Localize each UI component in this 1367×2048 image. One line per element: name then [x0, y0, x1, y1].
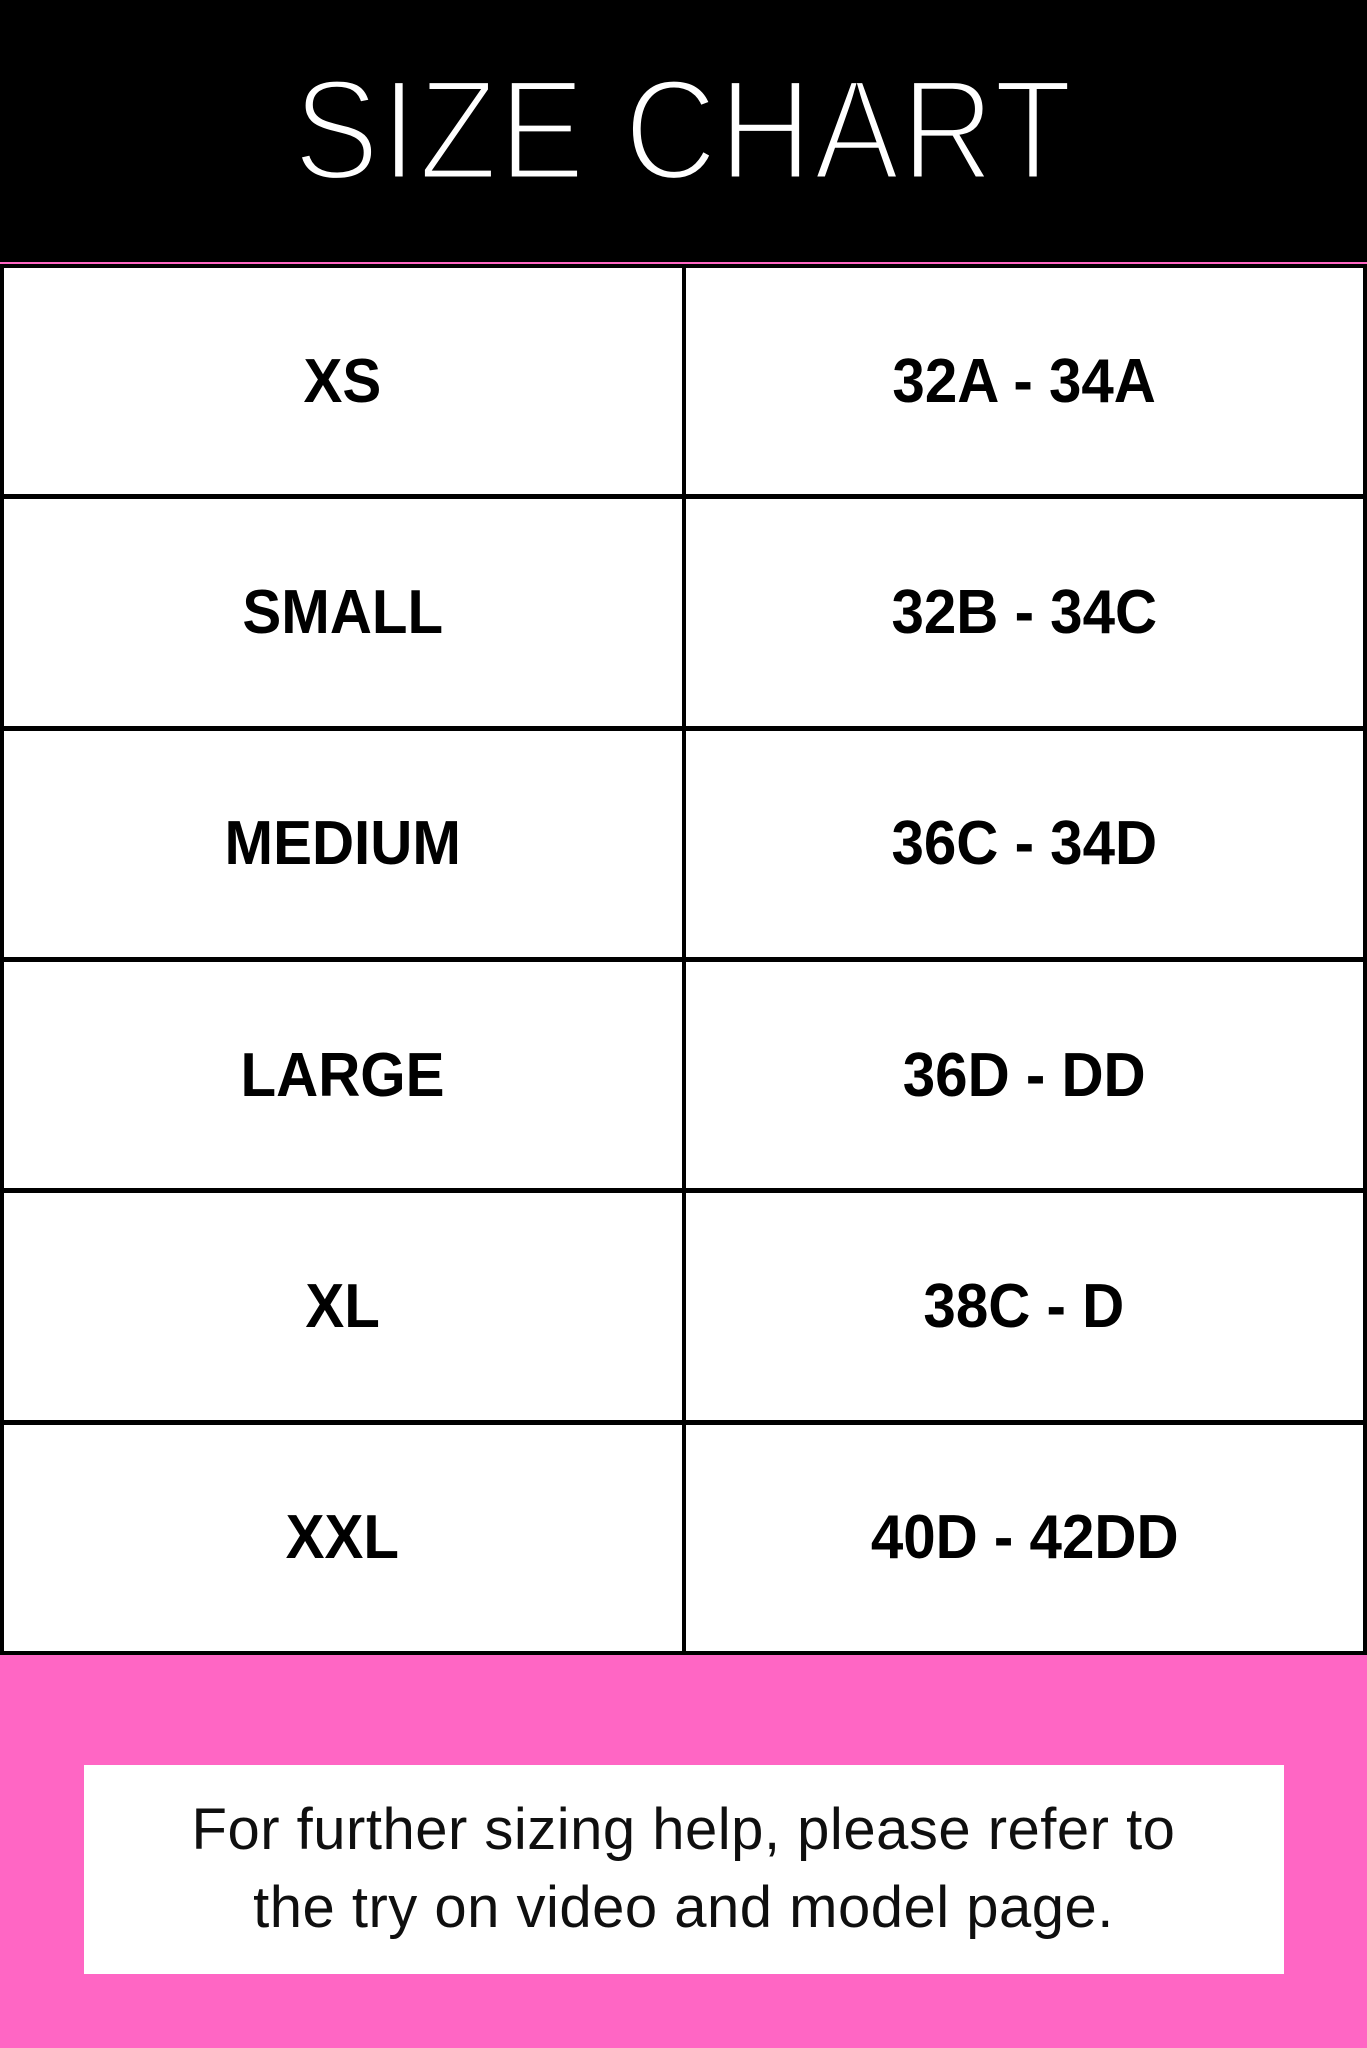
size-cell	[4, 499, 682, 725]
range-cell	[686, 1193, 1364, 1419]
header-band	[0, 0, 1367, 262]
size-label: XXL	[286, 1503, 400, 1573]
range-value: 36D - DD	[902, 1040, 1146, 1110]
size-cell	[4, 268, 682, 494]
size-cell	[4, 962, 682, 1188]
size-label: XS	[303, 346, 382, 416]
footer-band	[0, 1655, 1367, 2048]
range-value: 40D - 42DD	[870, 1503, 1179, 1573]
sizing-note-box	[84, 1765, 1284, 1974]
range-value: 32A - 34A	[892, 346, 1156, 416]
sizing-note-line-1: For further sizing help, please refer to	[191, 1797, 1176, 1862]
range-cell	[686, 499, 1364, 725]
range-cell	[686, 268, 1364, 494]
sizing-note-line-2: the try on video and model page.	[253, 1875, 1114, 1941]
size-label: LARGE	[240, 1040, 445, 1110]
size-label: SMALL	[242, 577, 444, 647]
size-table	[0, 264, 1367, 1655]
range-cell	[686, 962, 1364, 1188]
range-cell	[686, 1425, 1364, 1651]
range-value: 32B - 34C	[891, 577, 1158, 647]
size-label: XL	[305, 1271, 380, 1341]
page-title: SIZE CHART	[293, 51, 1074, 210]
size-label: MEDIUM	[224, 809, 461, 879]
size-cell	[4, 731, 682, 957]
range-cell	[686, 731, 1364, 957]
range-value: 36C - 34D	[891, 809, 1158, 879]
range-value: 38C - D	[923, 1271, 1125, 1341]
size-cell	[4, 1425, 682, 1651]
size-cell	[4, 1193, 682, 1419]
